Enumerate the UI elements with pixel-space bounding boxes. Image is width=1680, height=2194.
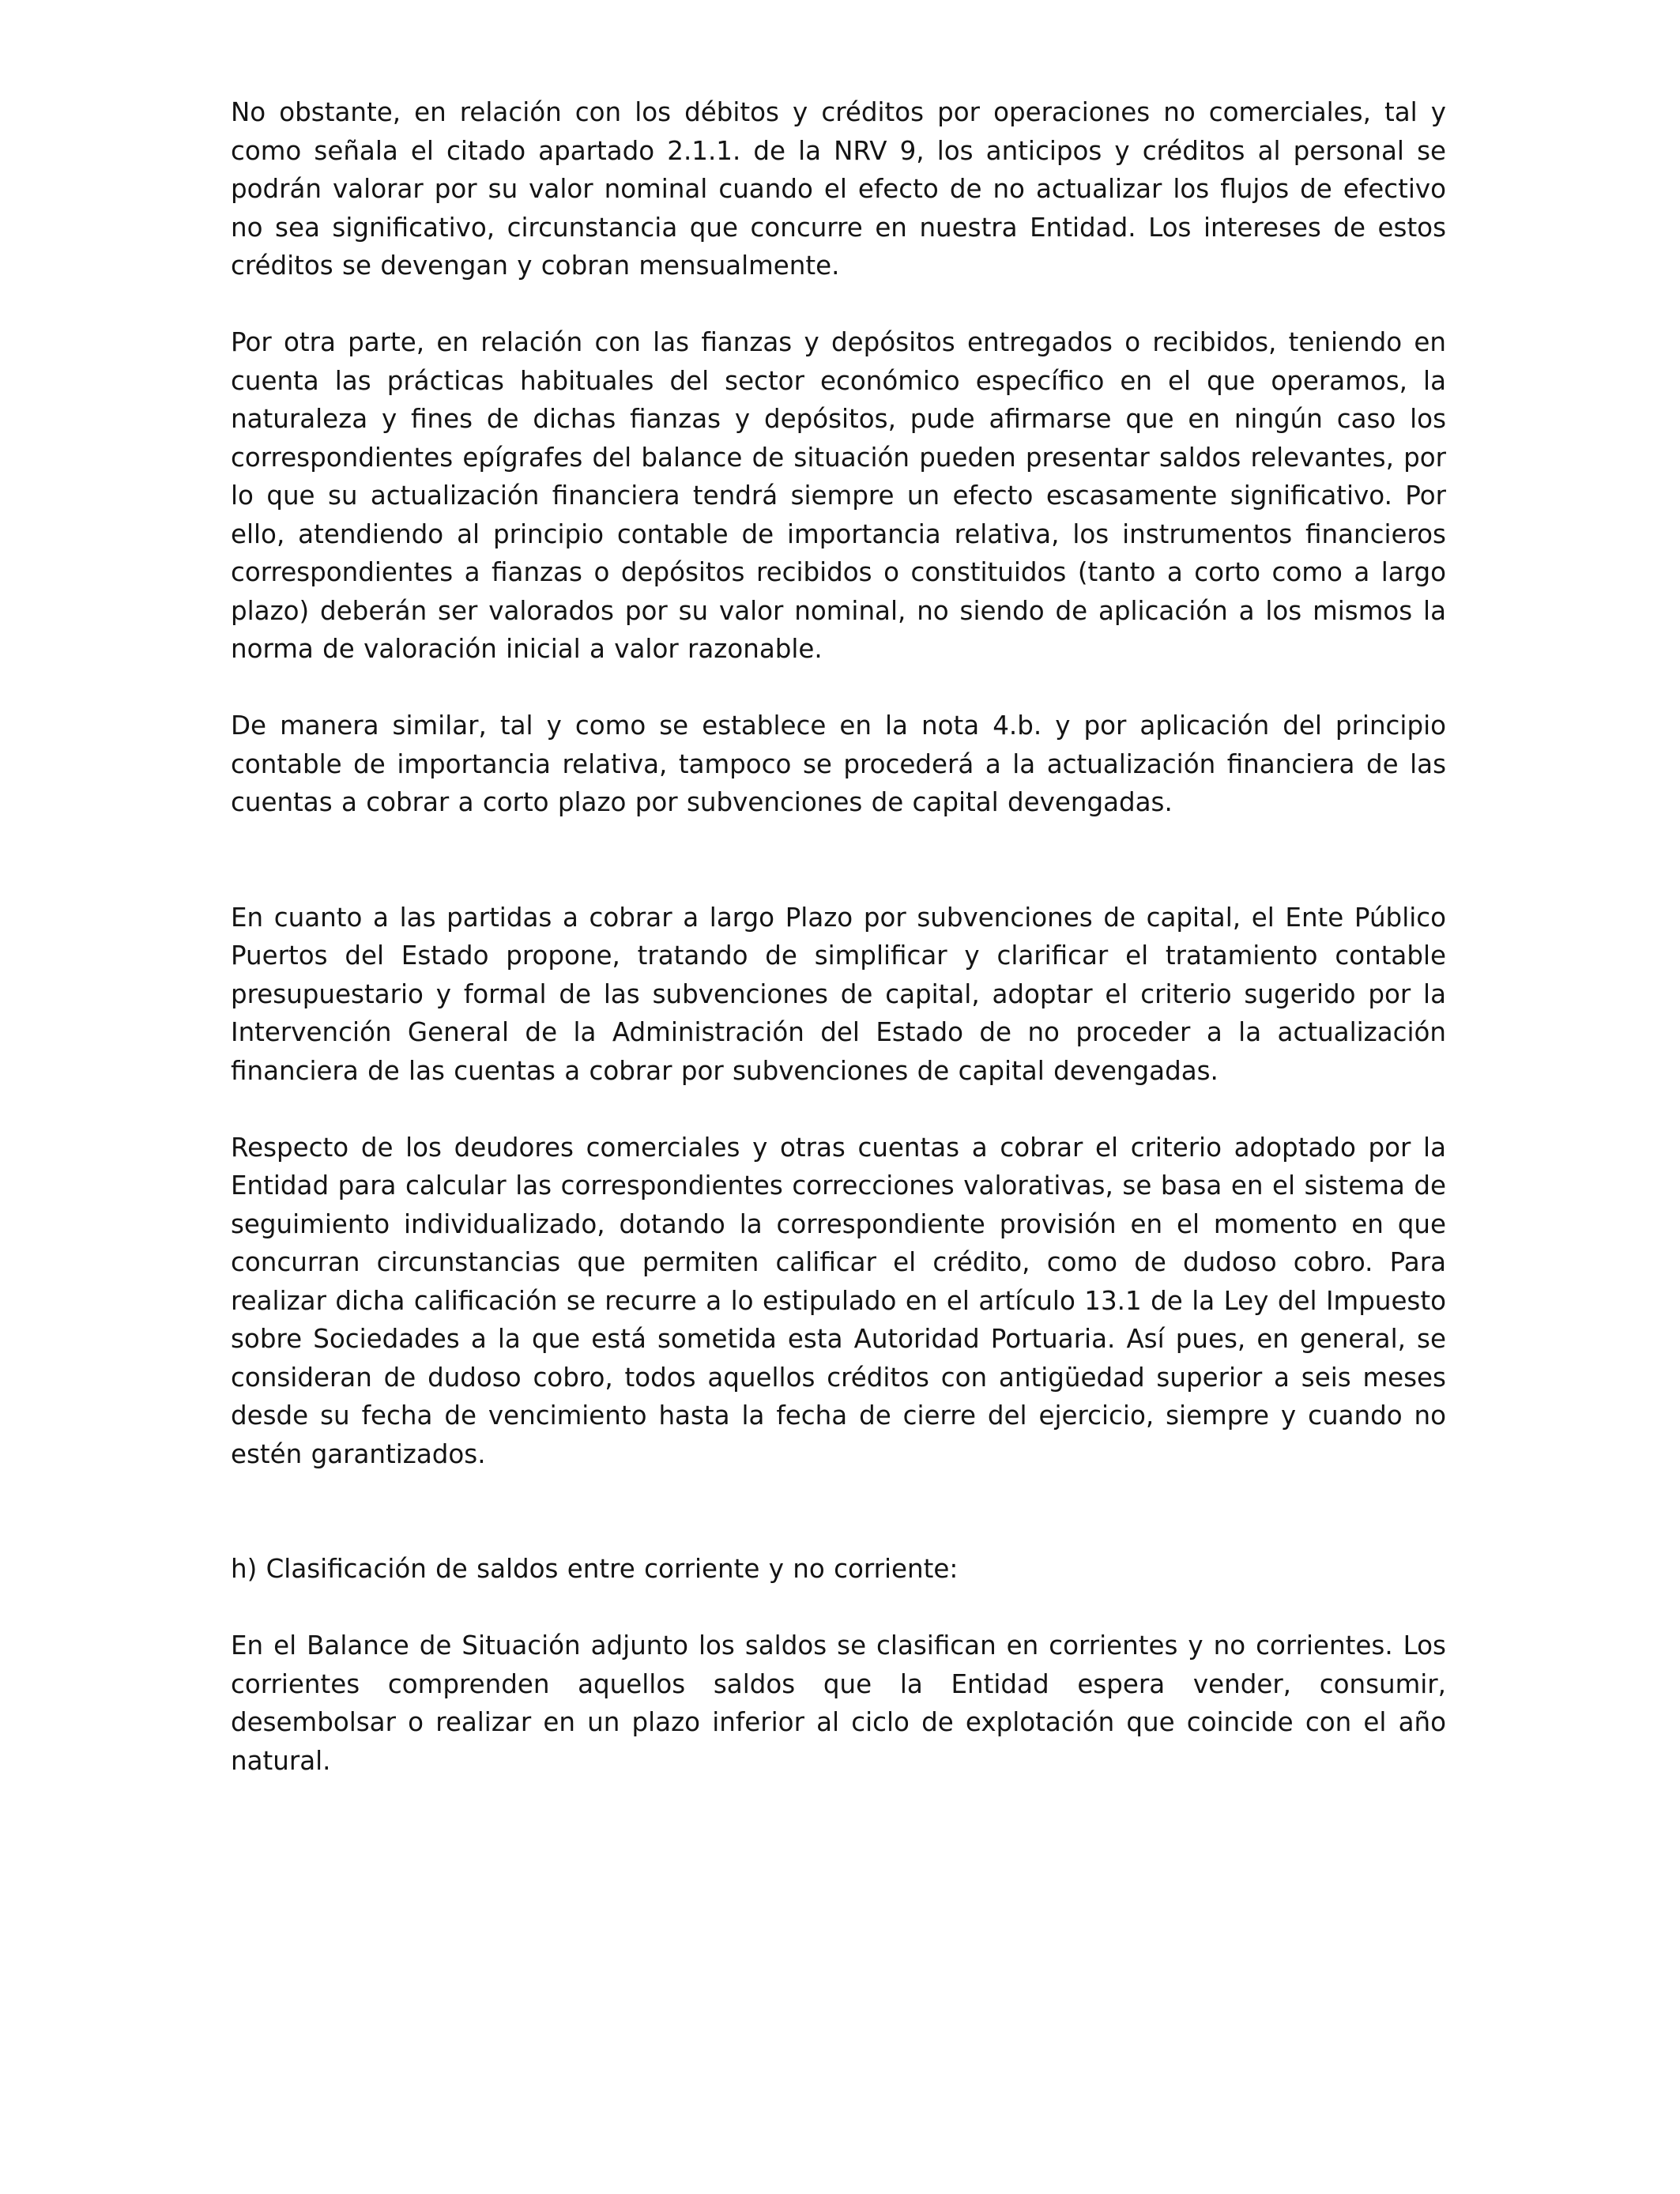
paragraph-doubtful-debts: Respecto de los deudores comerciales y otras cuentas a cobrar el criterio adoptado por la Entidad para calcular las correspondientes correcciones valorativas, se basa en el sistema de seguimiento individualizado, dotando la correspondiente provisión en el momento en que concurran circunstancias que permiten calificar el crédito, como de dudoso cobro. Para realizar dicha calificación se recurre a lo estipulado en el artículo 13.1 de la Ley del Impuesto sobre Sociedades a la que está sometida esta Autoridad Portuaria. Así pues, en general, se consideran de dudoso cobro, todos aquellos créditos con antigüedad superior a seis meses desde su fecha de vencimiento hasta la fecha de cierre del ejercicio, siempre y cuando no estén garantizados. bbox=[231, 1132, 1446, 1469]
paragraph-personal-credits: No obstante, en relación con los débitos y créditos por operaciones no comerciales, tal y como señala el citado apartado 2.1.1. de la NRV 9, los anticipos y créditos al personal se podrán valorar por su valor nominal cuando el efecto de no actualizar los flujos de efectivo no sea significativo, circunstancia que concurre en nuestra Entidad. Los intereses de estos créditos se devengan y cobran mensualmente. bbox=[231, 97, 1446, 281]
document-body bbox=[231, 93, 1446, 1780]
paragraph-long-term-subsidies: En cuanto a las partidas a cobrar a largo Plazo por subvenciones de capital, el Ente Público Puertos del Estado propone, tratando de simplificar y clarificar el tratamiento contable presupuestario y formal de las subvenciones de capital, adoptar el criterio sugerido por la Intervención General de la Administración del Estado de no proceder a la actualización financiera de las cuentas a cobrar por subvenciones de capital devengadas. bbox=[231, 902, 1446, 1086]
paragraph-short-term-subsidies: De manera similar, tal y como se establece en la nota 4.b. y por aplicación del principio contable de importancia relativa, tampoco se procederá a la actualización financiera de las cuentas a cobrar a corto plazo por subvenciones de capital devengadas. bbox=[231, 711, 1446, 817]
paragraph-deposits: Por otra parte, en relación con las fianzas y depósitos entregados o recibidos, teniendo en cuenta las prácticas habituales del sector económico específico en el que operamos, la naturaleza y fines de dichas fianzas y depósitos, pude afirmarse que en ningún caso los correspondientes epígrafes del balance de situación pueden presentar saldos relevantes, por lo que su actualización financiera tendrá siempre un efecto escasamente significativo. Por ello, atendiendo al principio contable de importancia relativa, los instrumentos financieros correspondientes a fianzas o depósitos recibidos o constituidos (tanto a corto como a largo plazo) deberán ser valorados por su valor nominal, no siendo de aplicación a los mismos la norma de valoración inicial a valor razonable. bbox=[231, 327, 1446, 664]
section-heading-classification: h) Clasificación de saldos entre corriente y no corriente: bbox=[231, 1554, 959, 1584]
paragraph-current-classification: En el Balance de Situación adjunto los saldos se clasifican en corrientes y no corrientes. Los corrientes comprenden aquellos saldos que la Entidad espera vender, consumir, desembolsar o realizar en un plazo inferior al ciclo de explotación que coincide con el año natural. bbox=[231, 1630, 1446, 1776]
